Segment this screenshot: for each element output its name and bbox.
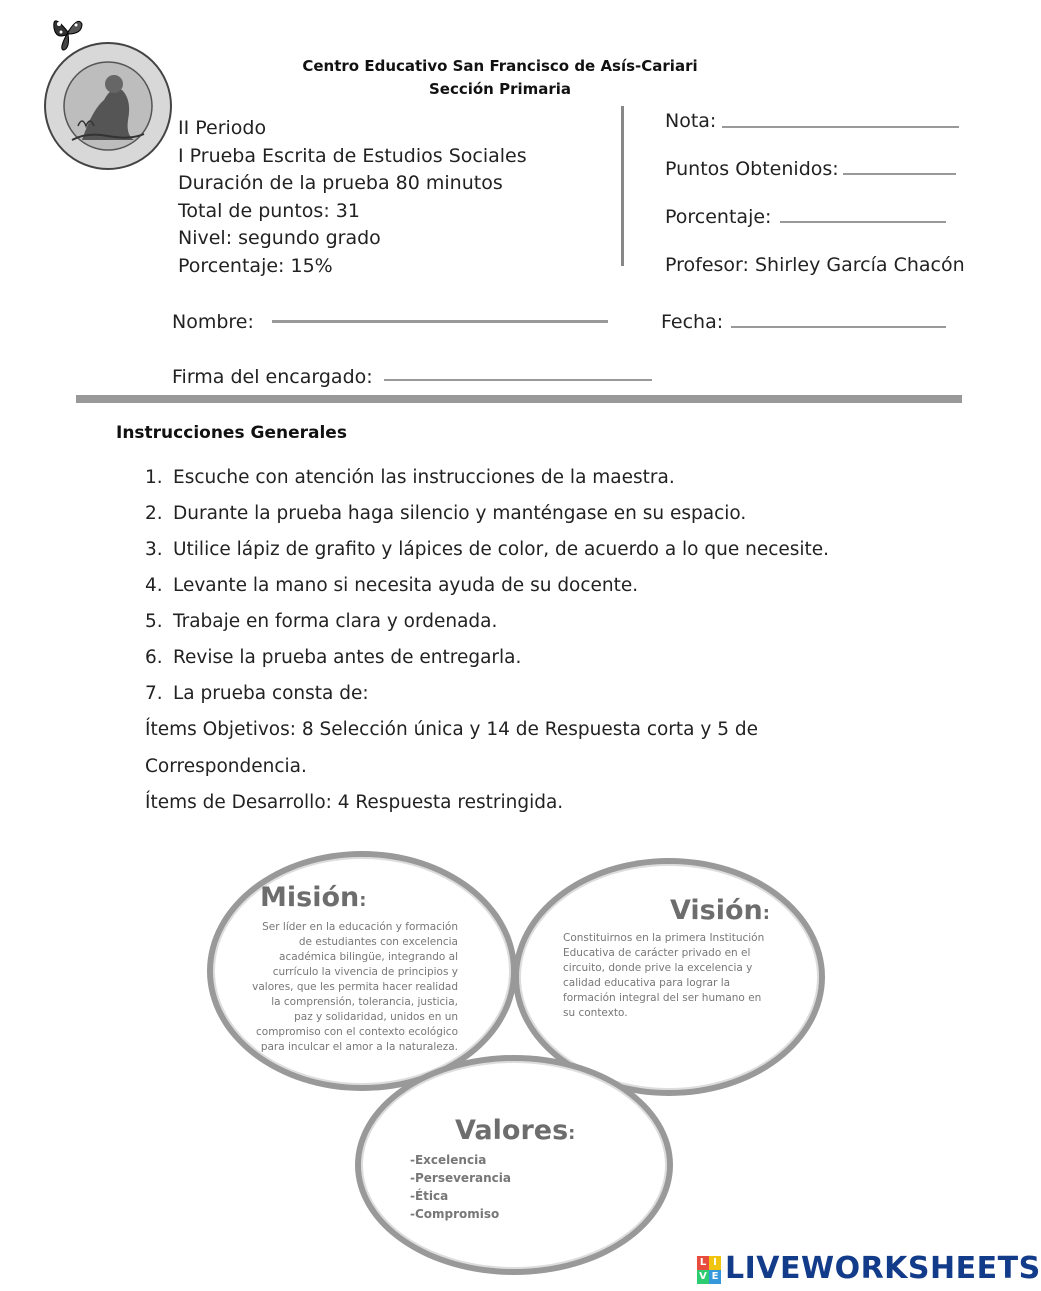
list-number: 1. (145, 467, 163, 488)
firma-label: Firma del encargado: (172, 366, 373, 388)
vision-title: Visión: (670, 895, 770, 926)
vision-line: formación integral del ser humano en (563, 992, 762, 1004)
mision-line: compromiso con el contexto ecológico (256, 1026, 458, 1038)
exam-info-line: Nivel: segundo grado (178, 227, 381, 250)
exam-info-line: Total de puntos: 31 (178, 199, 360, 222)
liveworksheets-logo-icon (697, 1256, 721, 1284)
vision-text (563, 931, 783, 1021)
mision-title: Misión: (260, 882, 367, 913)
list-number: 5. (145, 611, 163, 632)
valores-oval (355, 1055, 673, 1275)
logo-letter: L (697, 1256, 709, 1270)
list-item (145, 604, 829, 640)
exam-info-line: II Periodo (178, 117, 267, 139)
instructions-title: Instrucciones Generales (116, 423, 347, 443)
list-item (145, 496, 829, 532)
mision-text (240, 920, 458, 1055)
list-number: 4. (145, 575, 163, 596)
mision-line: Ser líder en la educación y formación (262, 921, 458, 933)
instructions-list (145, 460, 829, 712)
section-name: Sección Primaria (428, 80, 572, 98)
valores-item: -Ética (410, 1189, 449, 1203)
list-text: La prueba consta de: (173, 683, 369, 704)
mision-line: para inculcar el amor a la naturaleza. (260, 1041, 458, 1053)
logo-letter: E (709, 1270, 721, 1284)
nombre-label: Nombre: (172, 311, 254, 333)
list-text: Durante la prueba haga silencio y manténgase en su espacio. (173, 503, 747, 524)
list-item (145, 676, 829, 712)
objetivos-line-cont: Correspondencia. (145, 755, 307, 777)
porcentaje-label: Porcentaje: (665, 206, 772, 228)
list-number: 6. (145, 647, 163, 668)
butterfly-icon (48, 10, 88, 54)
mision-line: académica bilingüe, integrando al (279, 951, 458, 963)
list-item (145, 532, 829, 568)
puntos-line[interactable] (843, 173, 956, 175)
valores-title: Valores: (455, 1115, 576, 1146)
list-text: Revise la prueba antes de entregarla. (173, 647, 522, 668)
vision-line: circuito, donde prive la excelencia y (563, 962, 753, 974)
porcentaje-line[interactable] (780, 221, 946, 223)
exam-info-line: Porcentaje: 15% (178, 254, 333, 277)
list-text: Escuche con atención las instrucciones de la maestra. (173, 467, 675, 488)
school-name: Centro Educativo San Francisco de Asís-Cariari (302, 57, 698, 75)
desarrollo-line: Ítems de Desarrollo: 4 Respuesta restringida. (145, 792, 564, 813)
objetivos-line: Ítems Objetivos: 8 Selección única y 14 de Respuesta corta y 5 de (145, 719, 758, 740)
exam-info-line: I Prueba Escrita de Estudios Sociales (178, 144, 527, 167)
list-number: 3. (145, 539, 163, 560)
list-number: 2. (145, 503, 163, 524)
nota-label: Nota: (665, 110, 717, 132)
fecha-line[interactable] (731, 326, 946, 328)
puntos-label: Puntos Obtenidos: (665, 158, 839, 180)
mision-line: la comprensión, tolerancia, justicia, (271, 996, 458, 1008)
vision-line: Educativa de carácter privado en el (563, 947, 751, 959)
fecha-label: Fecha: (661, 311, 724, 333)
valores-list (410, 1151, 511, 1223)
mision-line: paz y solidaridad, unidos en un (294, 1011, 458, 1023)
list-item (145, 640, 829, 676)
list-item (145, 568, 829, 604)
vision-line: su contexto. (563, 1007, 628, 1019)
exam-info (178, 115, 527, 281)
nombre-line[interactable] (272, 320, 608, 323)
list-text: Levante la mano si necesita ayuda de su docente. (173, 575, 639, 596)
nota-line[interactable] (722, 126, 959, 128)
valores-item: -Perseverancia (410, 1171, 511, 1185)
vertical-divider (621, 106, 624, 266)
liveworksheets-brand[interactable]: LIVEWORKSHEETS (725, 1251, 1041, 1286)
valores-item: -Compromiso (410, 1207, 500, 1221)
list-text: Utilice lápiz de grafito y lápices de color, de acuerdo a lo que necesite. (173, 539, 830, 560)
firma-line[interactable] (384, 379, 652, 381)
header-divider (76, 395, 962, 403)
items-summary (145, 712, 758, 822)
valores-item: -Excelencia (410, 1153, 487, 1167)
list-item (145, 460, 829, 496)
list-number: 7. (145, 683, 163, 704)
list-text: Trabaje en forma clara y ordenada. (173, 611, 498, 632)
mision-line: de estudiantes con excelencia (298, 936, 458, 948)
vision-line: Constituirnos en la primera Institución (563, 932, 765, 944)
logo-letter: I (709, 1256, 721, 1270)
logo-letter: V (697, 1270, 709, 1284)
profesor-label: Profesor: Shirley García Chacón (665, 254, 965, 276)
mision-line: valores, que les permita hacer realidad (252, 981, 458, 993)
mision-line: currículo la vivencia de principios y (272, 966, 458, 978)
exam-info-line: Duración de la prueba 80 minutos (178, 172, 503, 195)
vision-line: calidad educativa para lograr la (563, 977, 731, 989)
